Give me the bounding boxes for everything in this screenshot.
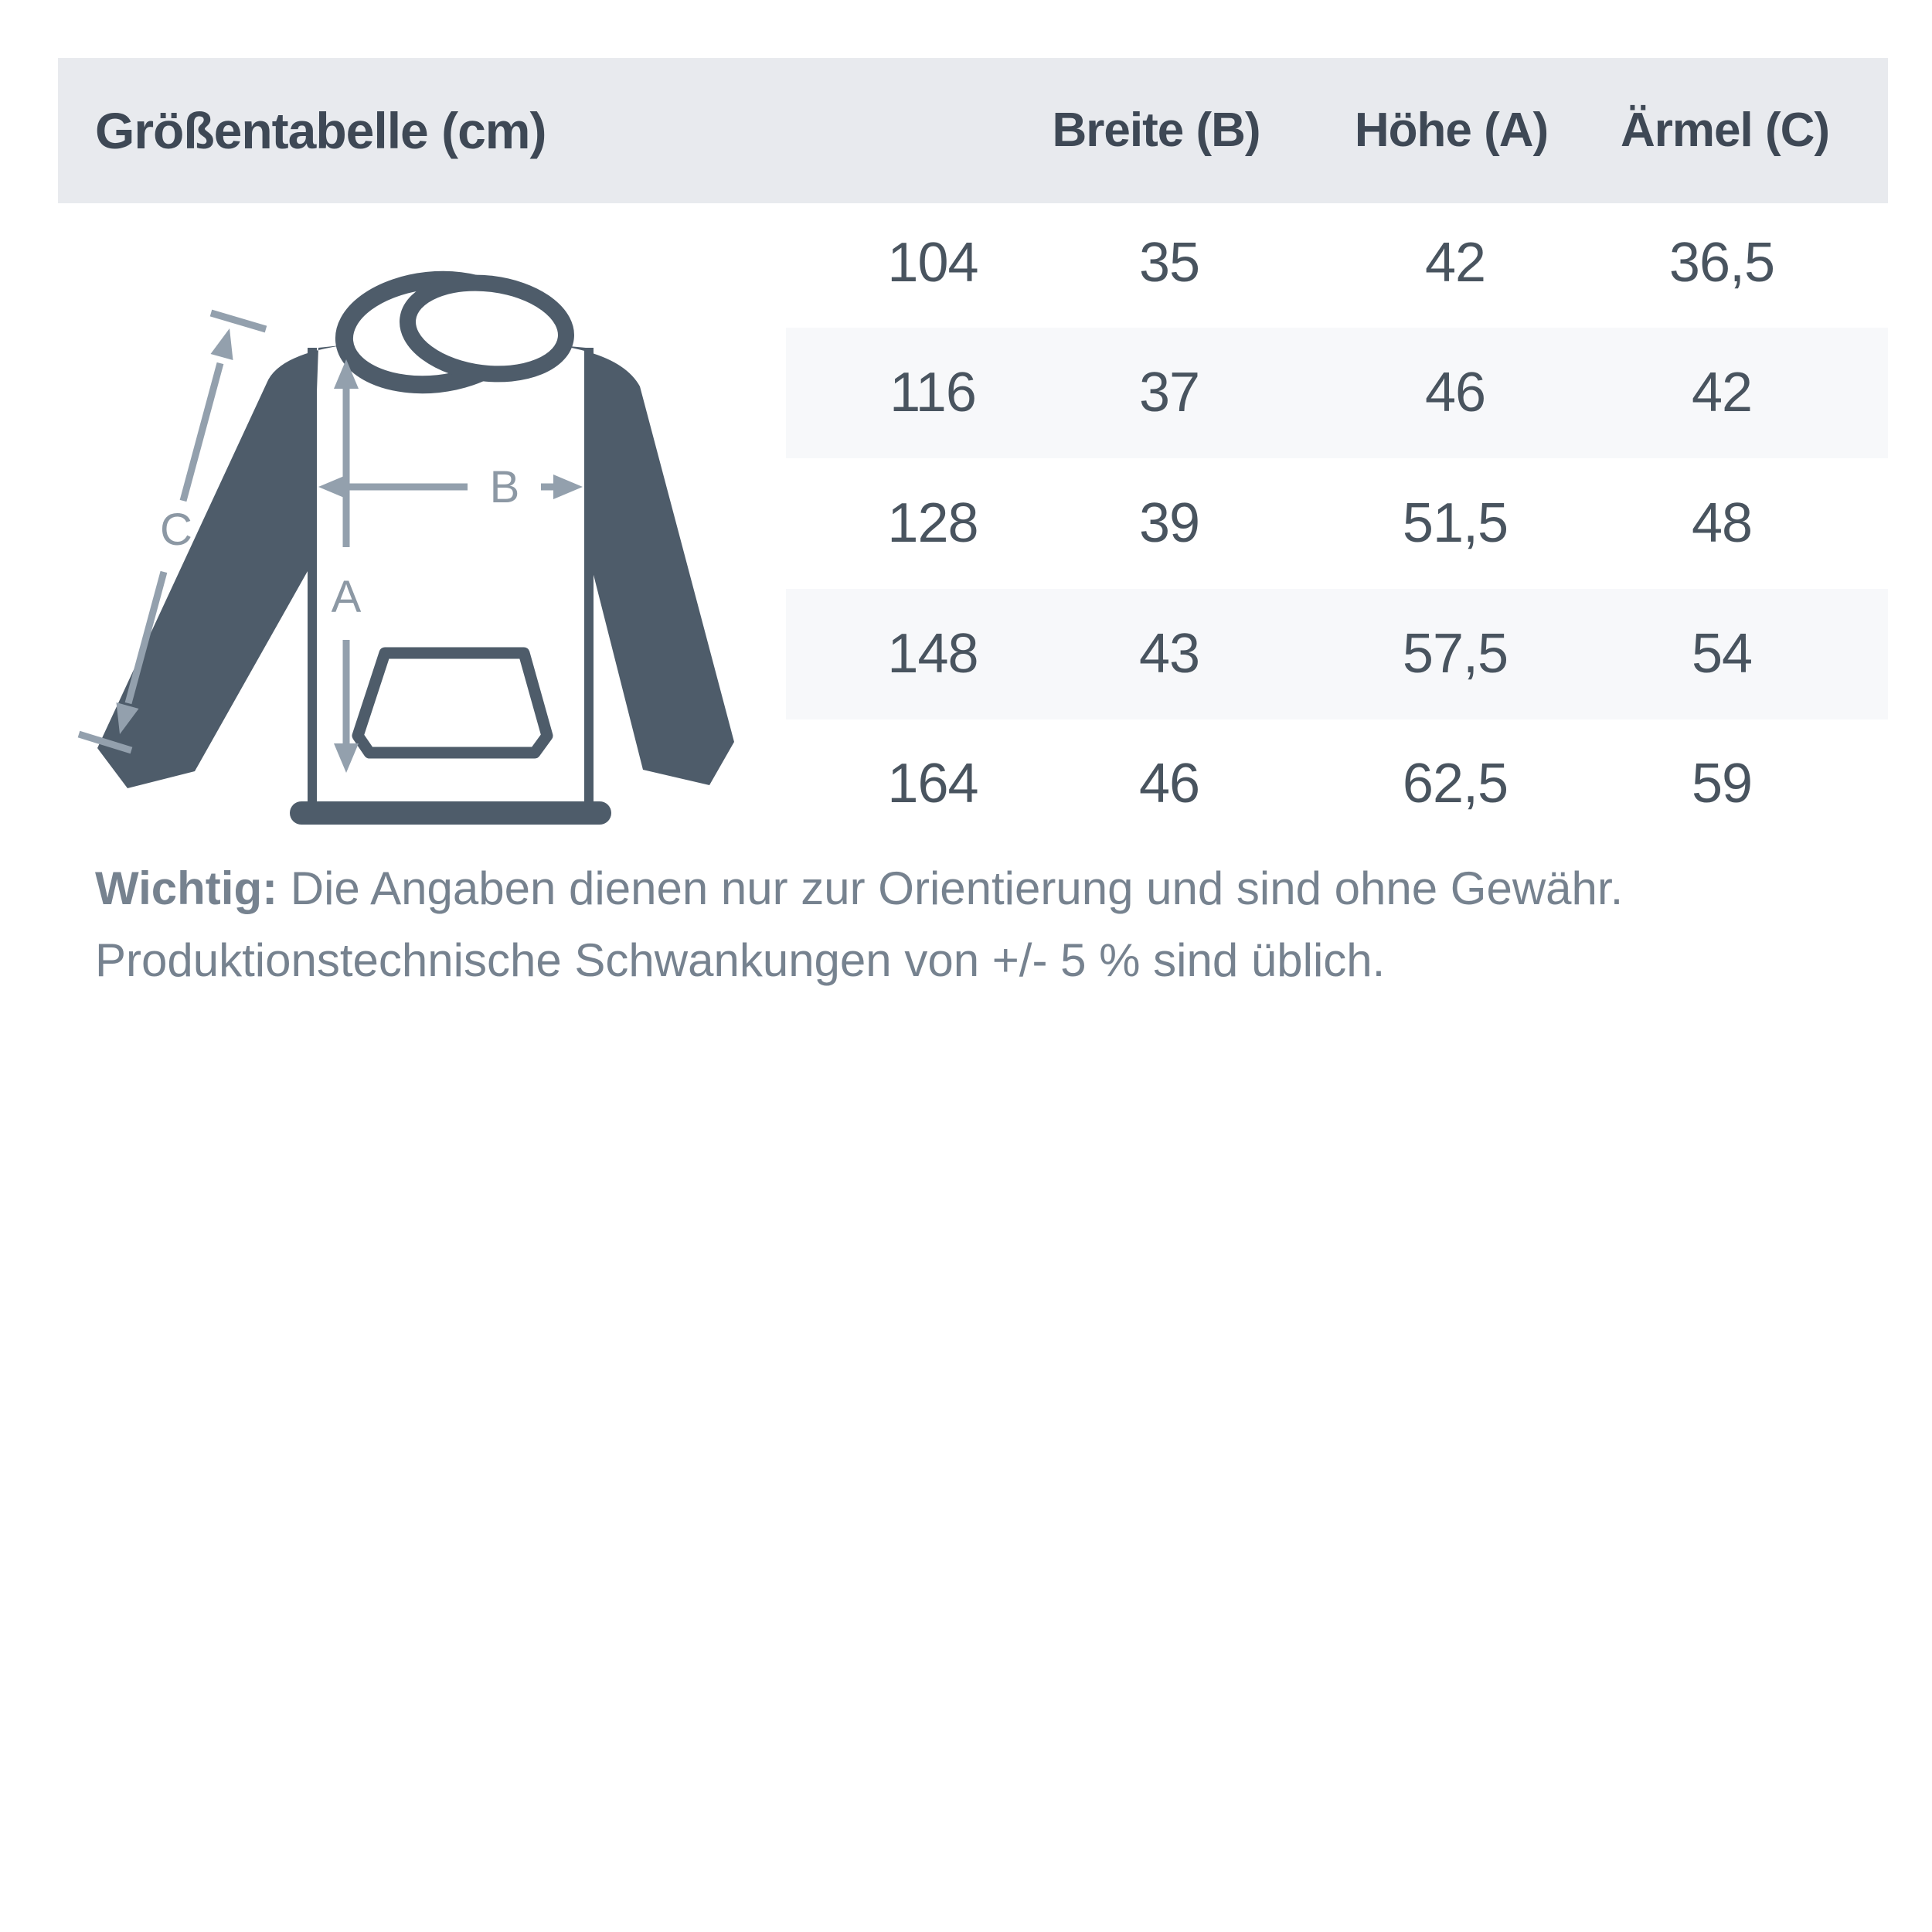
table-row [786,198,1888,328]
table-row [786,589,1888,719]
cell-aermel: 59 [1691,753,1753,815]
cell-hoehe: 46 [1424,362,1486,423]
column-header-hoehe: Höhe (A) [1354,104,1549,157]
hoodie-measurement-diagram [46,232,781,850]
disclaimer-line1: Die Angaben dienen nur zur Orientierung und sind ohne Gewähr. [277,862,1624,914]
cell-hoehe: 42 [1424,232,1486,294]
cell-breite: 35 [1138,232,1200,294]
cell-aermel: 54 [1691,623,1753,685]
cell-hoehe: 62,5 [1402,753,1509,815]
cell-hoehe: 51,5 [1402,492,1509,554]
cell-size: 116 [889,362,976,423]
label-height-a: A [331,572,362,622]
cell-breite: 39 [1138,492,1200,554]
cell-breite: 37 [1138,362,1200,423]
cell-breite: 43 [1138,623,1200,685]
disclaimer-note [95,852,1903,996]
cell-size: 104 [887,232,978,294]
cell-size: 128 [887,492,978,554]
table-header-bar [58,58,1888,203]
column-header-aermel: Ärmel (C) [1620,104,1830,157]
hoodie-hood [339,271,572,393]
cell-aermel: 48 [1691,492,1753,554]
cell-size: 148 [887,623,978,685]
cell-aermel: 42 [1691,362,1753,423]
column-header-breite: Breite (B) [1052,104,1260,157]
label-width-b: B [489,462,520,512]
page-title: Größentabelle (cm) [95,102,546,159]
table-row [786,458,1888,589]
table-row [786,719,1888,849]
cell-aermel: 36,5 [1668,232,1775,294]
table-row [786,328,1888,458]
cell-hoehe: 57,5 [1402,623,1509,685]
hoodie-pocket [358,653,547,753]
cell-size: 164 [887,753,978,815]
disclaimer-line2: Produktionstechnische Schwankungen von +/- 5 % sind üblich. [95,934,1386,986]
cell-breite: 46 [1138,753,1200,815]
disclaimer-lead: Wichtig: [95,862,278,914]
label-sleeve-c: C [160,505,192,555]
